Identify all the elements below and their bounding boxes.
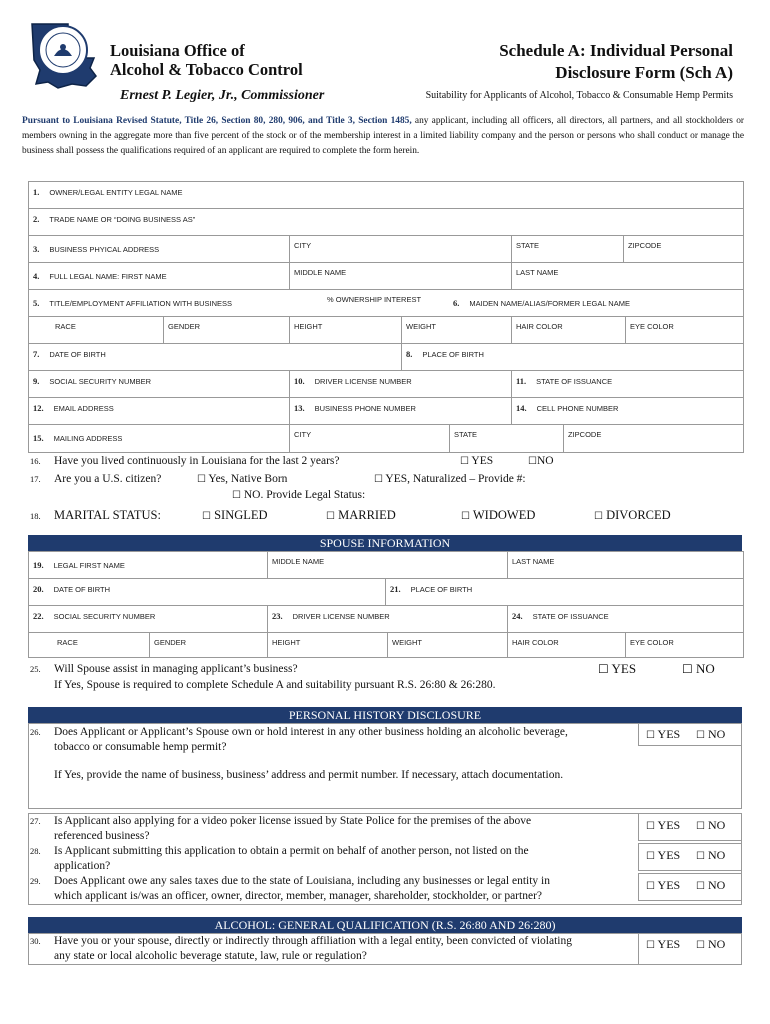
spouse-weight-field[interactable]: WEIGHT: [387, 633, 507, 657]
date-of-birth-field[interactable]: 7. DATE OF BIRTH: [33, 349, 106, 359]
middle-name-field[interactable]: MIDDLE NAME: [289, 263, 511, 289]
question-28-line2: application?: [54, 860, 111, 872]
race-field[interactable]: RACE: [55, 322, 76, 331]
checkbox-icon[interactable]: ☐: [682, 662, 693, 676]
checkbox-icon[interactable]: ☐: [646, 851, 655, 862]
q29-yes-option[interactable]: ☐ YES: [646, 878, 681, 892]
business-city-field[interactable]: CITY: [289, 236, 511, 262]
q29-no-option[interactable]: ☐ NO: [696, 878, 726, 892]
business-phone-field[interactable]: 13. BUSINESS PHONE NUMBER: [289, 398, 511, 424]
hair-color-field[interactable]: HAIR COLOR: [511, 317, 625, 343]
q17-native-option[interactable]: ☐ Yes, Native Born: [197, 473, 288, 485]
q16-no-option[interactable]: ☐NO: [528, 455, 554, 467]
question-27: 27. Is Applicant also applying for a video poker license issued by State Police for the premises of the above: [30, 815, 532, 827]
checkbox-icon[interactable]: ☐: [696, 851, 705, 862]
form-title: [499, 40, 733, 84]
checkbox-icon[interactable]: ☐: [460, 456, 469, 467]
alcohol-section-header: ALCOHOL: GENERAL QUALIFICATION (R.S. 26:80 AND 26:280): [28, 917, 742, 933]
row-mailing: [29, 425, 743, 452]
row-spouse-name: [29, 552, 743, 579]
row-business-address: [29, 236, 743, 263]
question-17: 17. Are you a U.S. citizen?: [30, 473, 162, 485]
question-26: 26. Does Applicant or Applicant’s Spouse own or hold interest in any other business holding an alcoholic beverage,: [30, 726, 568, 738]
cell-phone-field[interactable]: 14. CELL PHONE NUMBER: [511, 398, 743, 424]
trade-name-field[interactable]: 2. TRADE NAME OR “DOING BUSINESS AS”: [33, 214, 196, 224]
form-subtitle: Suitability for Applicants of Alcohol, Tobacco & Consumable Hemp Permits: [425, 90, 733, 101]
question-29-line2: which applicant is/was an officer, owner, director, member, manager, shareholder, stockholder, or partner?: [54, 890, 542, 902]
question-18: 18. MARITAL STATUS:: [30, 508, 161, 522]
owner-name-field[interactable]: 1. OWNER/LEGAL ENTITY LEGAL NAME: [33, 187, 183, 197]
intro-text: any applicant, including all officers, all directors, all partners, and all stockholders or members owning in the aggregate more than five percent of the stock or of the membership interest in a limited liability company and the person or persons who shall conduct or manage the business shall possess the qualifications required of an applicant are required to complete the form herein.: [22, 116, 744, 156]
checkbox-icon[interactable]: ☐: [232, 490, 241, 501]
q17-no-option[interactable]: ☐ NO. Provide Legal Status:: [232, 489, 366, 501]
agency-line-2: Alcohol & Tobacco Control: [110, 60, 303, 79]
row-full-name: [29, 263, 743, 290]
spouse-first-name-field[interactable]: 19. LEGAL FIRST NAME: [33, 560, 125, 570]
intro-statute: Pursuant to Louisiana Revised Statute, Title 26, Section 80, 280, 906, and Title 3, Section 1485,: [22, 116, 412, 126]
spouse-middle-name-field[interactable]: MIDDLE NAME: [267, 552, 507, 578]
spouse-ssn-field[interactable]: 22. SOCIAL SECURITY NUMBER: [33, 611, 156, 621]
height-field[interactable]: HEIGHT: [289, 317, 401, 343]
agency-name: [110, 41, 303, 79]
row-ids: [29, 371, 743, 398]
q30-no-option[interactable]: ☐ NO: [696, 937, 726, 951]
spouse-issuance-field[interactable]: 24. STATE OF ISSUANCE: [507, 606, 743, 632]
question-29: 29. Does Applicant owe any sales taxes due to the state of Louisiana, including any businesses or legal entity in: [30, 875, 550, 887]
spouse-last-name-field[interactable]: LAST NAME: [507, 552, 743, 578]
checkbox-icon[interactable]: ☐: [646, 940, 655, 951]
row-spouse-physical: [29, 633, 743, 657]
spouse-height-field[interactable]: HEIGHT: [267, 633, 387, 657]
ownership-interest-field[interactable]: % OWNERSHIP INTEREST: [327, 295, 422, 304]
checkbox-icon[interactable]: ☐: [696, 881, 705, 892]
question-30: 30. Have you or your spouse, directly or indirectly through affiliation with a legal entity, been convicted of violating: [30, 935, 572, 947]
spouse-license-field[interactable]: 23. DRIVER LICENSE NUMBER: [267, 606, 507, 632]
question-28: 28. Is Applicant submitting this application to obtain a permit on behalf of another person, not listed on the: [30, 845, 529, 857]
intro-paragraph: [22, 114, 744, 159]
question-25-note: If Yes, Spouse is required to complete Schedule A and suitability pursuant R.S. 26:80 & 26:280.: [54, 679, 496, 691]
checkbox-icon[interactable]: ☐: [696, 821, 705, 832]
form-title-line-2: Disclosure Form (Sch A): [555, 63, 733, 82]
checkbox-icon[interactable]: ☐: [594, 511, 603, 522]
spouse-eye-field[interactable]: EYE COLOR: [625, 633, 743, 657]
first-name-field[interactable]: 4. FULL LEGAL NAME: FIRST NAME: [33, 271, 167, 281]
question-26-instruction: If Yes, provide the name of business, business’ address and permit number. If necessary, attach documentation.: [54, 769, 564, 781]
q27-yes-option[interactable]: ☐ YES: [646, 818, 681, 832]
question-27-line2: referenced business?: [54, 830, 150, 842]
spouse-race-field[interactable]: RACE: [57, 638, 78, 647]
business-address-field[interactable]: 3. BUSINESS PHYICAL ADDRESS: [33, 244, 160, 254]
applicant-info-grid: [28, 181, 744, 453]
state-seal-logo: [28, 14, 98, 92]
title-affiliation-field[interactable]: 5. TITLE/EMPLOYMENT AFFILIATION WITH BUSINESS: [33, 298, 233, 308]
checkbox-icon[interactable]: ☐: [696, 730, 705, 741]
q17-naturalized-option[interactable]: ☐ YES, Naturalized – Provide #:: [374, 473, 526, 485]
mailing-address-field[interactable]: 15. MAILING ADDRESS: [33, 433, 123, 443]
row-spouse-birth: [29, 579, 743, 606]
spouse-section-header: SPOUSE INFORMATION: [28, 535, 742, 551]
row-birth: [29, 344, 743, 371]
history-section-header: PERSONAL HISTORY DISCLOSURE: [28, 707, 742, 723]
row-trade-name: [29, 209, 743, 236]
place-of-birth-field[interactable]: 8. PLACE OF BIRTH: [401, 344, 743, 370]
state-of-issuance-field[interactable]: 11. STATE OF ISSUANCE: [511, 371, 743, 397]
q25-yes-option[interactable]: ☐ YES: [598, 661, 637, 676]
checkbox-icon[interactable]: ☐: [646, 881, 655, 892]
checkbox-icon[interactable]: ☐: [528, 456, 537, 467]
q27-no-option[interactable]: ☐ NO: [696, 818, 726, 832]
form-title-line-1: Schedule A: Individual Personal: [499, 41, 733, 60]
agency-line-1: Louisiana Office of: [110, 41, 245, 60]
question-30-line2: any state or local alcoholic beverage statute, law, rule or regulation?: [54, 950, 367, 962]
checkbox-icon[interactable]: ☐: [696, 940, 705, 951]
row-physical: [29, 317, 743, 344]
question-25: 25. Will Spouse assist in managing applicant’s business?: [30, 663, 298, 675]
checkbox-icon[interactable]: ☐: [374, 474, 383, 485]
maiden-name-field[interactable]: 6. MAIDEN NAME/ALIAS/FORMER LEGAL NAME: [453, 298, 630, 308]
checkbox-icon[interactable]: ☐: [646, 821, 655, 832]
last-name-field[interactable]: LAST NAME: [511, 263, 743, 289]
eye-color-field[interactable]: EYE COLOR: [625, 317, 743, 343]
checkbox-icon[interactable]: ☐: [461, 511, 470, 522]
row-owner-name: [29, 182, 743, 209]
marital-widowed-option[interactable]: ☐ WIDOWED: [461, 508, 536, 522]
spouse-info-grid: [28, 551, 744, 658]
q26-no-option[interactable]: ☐ NO: [696, 727, 726, 741]
business-state-field[interactable]: STATE: [511, 236, 623, 262]
business-zip-field[interactable]: ZIPCODE: [623, 236, 743, 262]
marital-divorced-option[interactable]: ☐ DIVORCED: [594, 508, 671, 522]
checkbox-icon[interactable]: ☐: [202, 511, 211, 522]
q25-no-option[interactable]: ☐ NO: [682, 661, 715, 676]
ssn-field[interactable]: 9. SOCIAL SECURITY NUMBER: [33, 376, 152, 386]
q30-yes-option[interactable]: ☐ YES: [646, 937, 681, 951]
email-field[interactable]: 12. EMAIL ADDRESS: [33, 403, 114, 413]
q16-yes-option[interactable]: ☐ YES: [460, 455, 494, 467]
gender-field[interactable]: GENDER: [163, 317, 289, 343]
marital-married-option[interactable]: ☐ MARRIED: [326, 508, 396, 522]
q28-no-option[interactable]: ☐ NO: [696, 848, 726, 862]
marital-single-option[interactable]: ☐ SINGLED: [202, 508, 268, 522]
mailing-state-field[interactable]: STATE: [449, 425, 563, 452]
row-contact: [29, 398, 743, 425]
checkbox-icon[interactable]: ☐: [197, 474, 206, 485]
commissioner-name: Ernest P. Legier, Jr., Commissioner: [120, 88, 325, 103]
mailing-city-field[interactable]: CITY: [289, 425, 449, 452]
spouse-pob-field[interactable]: 21. PLACE OF BIRTH: [385, 579, 743, 605]
q28-yes-option[interactable]: ☐ YES: [646, 848, 681, 862]
weight-field[interactable]: WEIGHT: [401, 317, 511, 343]
row-title: [29, 290, 743, 317]
spouse-gender-field[interactable]: GENDER: [149, 633, 267, 657]
spouse-dob-field[interactable]: 20. DATE OF BIRTH: [33, 584, 111, 594]
checkbox-icon[interactable]: ☐: [326, 511, 335, 522]
checkbox-icon[interactable]: ☐: [646, 730, 655, 741]
checkbox-icon[interactable]: ☐: [598, 662, 609, 676]
mailing-zip-field[interactable]: ZIPCODE: [563, 425, 743, 452]
row-spouse-ids: [29, 606, 743, 633]
question-26-line2: tobacco or consumable hemp permit?: [54, 741, 227, 753]
spouse-hair-field[interactable]: HAIR COLOR: [507, 633, 625, 657]
q26-yes-option[interactable]: ☐ YES: [646, 727, 681, 741]
question-16: 16. Have you lived continuously in Louisiana for the last 2 years?: [30, 455, 340, 467]
driver-license-field[interactable]: 10. DRIVER LICENSE NUMBER: [289, 371, 511, 397]
